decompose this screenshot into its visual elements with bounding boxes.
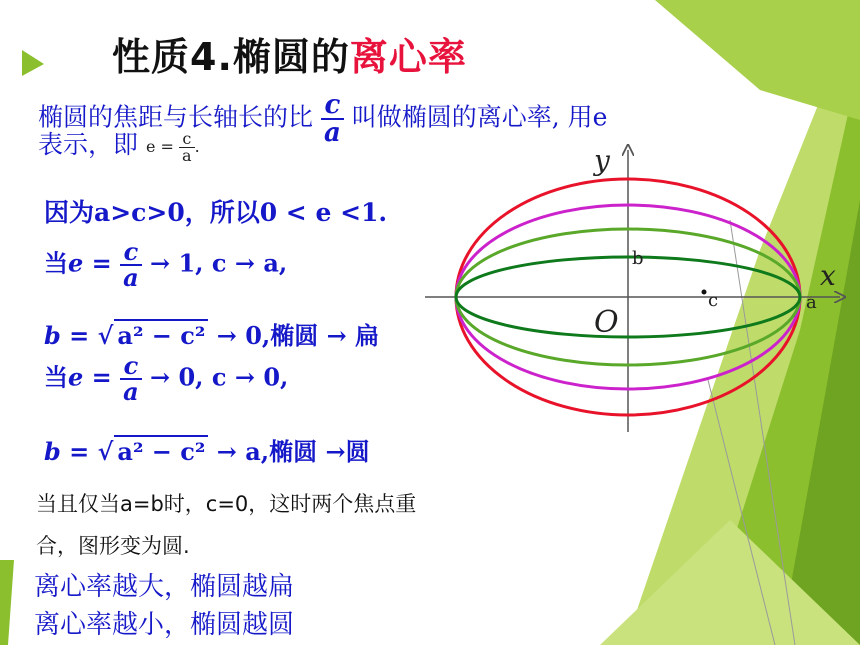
case2-prefix: 当 [44, 362, 68, 392]
a-label: a [806, 292, 817, 313]
summary-line-2: 离心率越小，椭圆越圆 [34, 610, 295, 640]
case2-b: b = √ a² − c² → a,椭圆 →圆 [44, 437, 370, 466]
x-axis-label: x [820, 259, 836, 292]
b-label: b [632, 248, 644, 269]
because-statement: 因为a>c>0，所以0 < e <1. [44, 198, 388, 227]
e-formula-lhs: e = [145, 136, 174, 156]
definition-line2-text: 表示，即 [38, 130, 139, 159]
e-formula-dot: . [194, 136, 200, 156]
fraction-denominator: a [321, 118, 344, 146]
case2-numerator: c [123, 351, 139, 380]
case1-rhs: → 1, c → a, [150, 248, 288, 278]
c-label: c [708, 290, 719, 311]
e-formula-numerator: c [182, 128, 192, 148]
fraction-numerator: c [324, 90, 341, 120]
case1-b: b = √ a² − c² → 0,椭圆 → 扁 [44, 321, 380, 350]
definition-text: 椭圆的焦距与长轴长的比 [38, 102, 314, 132]
origin-label: O [594, 305, 619, 340]
case2-lhs: e = [68, 362, 112, 392]
case2-sqrt: a² − c² [114, 435, 208, 466]
case1-lhs: e = [68, 248, 112, 278]
definition-tail: 叫做椭圆的离心率, 用e [351, 102, 608, 132]
case1-result: → 0,椭圆 → 扁 [216, 321, 380, 350]
case1-prefix: 当 [44, 248, 68, 278]
case1-sqrt: a² − c² [114, 319, 208, 350]
e-formula-denominator: a [179, 147, 195, 164]
case1-numerator: c [123, 237, 139, 266]
case2-denominator: a [120, 378, 142, 404]
case2-b-lhs: b = [44, 437, 90, 466]
case1-denominator: a [120, 264, 142, 290]
case1-b-lhs: b = [44, 321, 90, 350]
focus-point [702, 290, 707, 295]
y-axis-label: y [594, 144, 610, 177]
note-line-1: 当且仅当a=b时，c=0，这时两个焦点重 [36, 492, 417, 516]
note-line-2: 合，图形变为圆. [36, 534, 190, 558]
title-accent: 离心率 [349, 35, 467, 79]
case2-rhs: → 0, c → 0, [150, 362, 289, 392]
title-main: 性质4.椭圆的 [112, 35, 350, 79]
case2-result: → a,椭圆 →圆 [216, 437, 370, 466]
summary-line-1: 离心率越大，椭圆越扁 [34, 572, 295, 602]
